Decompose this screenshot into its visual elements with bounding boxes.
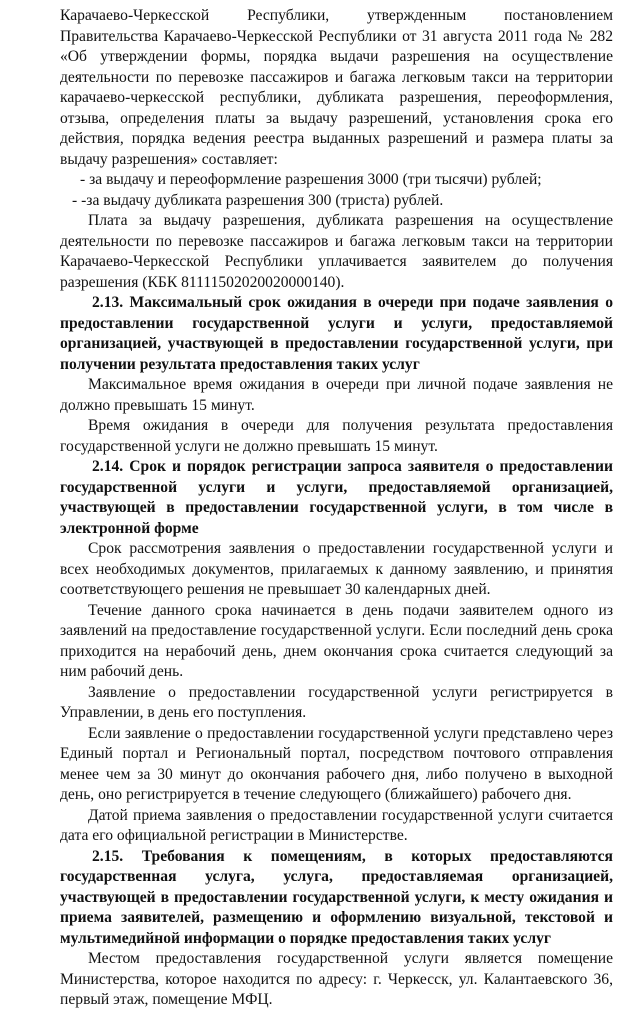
paragraph-fee-legal-basis: Карачаево-Черкесской Республики, утвержденным постановлением Правительства Карачаево-Черкесской Республики от 31 августа 2011 года № 282 «Об утверждении формы, порядка выдачи разрешения на осуществление деятельности по перевозке пассажиров и багажа легковым такси на территории карачаево-черкесской республики, дубликата разрешения, переоформления, отзыва, определения платы за выдачу разрешений, установления срока его действия, порядка ведения реестра выданных разрешений и размера платы за выдачу разрешения» составляет: [60, 7, 613, 168]
paragraph-fee-payment: Плата за выдачу разрешения, дубликата разрешения на осуществление деятельности по перевозке пассажиров и багажа легковым такси на территории Карачаево-Черкесской Республики уплачивается заявителем до получения разрешения (КБК 81111502020020000140). [60, 212, 613, 291]
list-item-fee-issue: - за выдачу и переоформление разрешения 3000 (три тысячи) рублей; [80, 171, 542, 188]
paragraph-acceptance-date: Датой приема заявления о предоставлении государственной услуги считается дата его официальной регистрации в Министерстве. [60, 806, 613, 844]
paragraph-term-start: Течение данного срока начинается в день подачи заявителем одного из заявлений на предоставление государственной услуги. Если последний день срока приходится на нерабочий день, днем окончания срока считается следующий за ним рабочий день. [60, 601, 613, 680]
paragraph-review-term: Срок рассмотрения заявления о предоставлении государственной услуги и всех необходимых документов, прилагаемых к данному заявлению, и принятия соответствующего решения не превышает 30 календарных дней. [60, 540, 613, 598]
document-page [60, 6, 613, 1011]
list-item-fee-duplicate: - -за выдачу дубликата разрешения 300 (триста) рублей. [72, 191, 444, 209]
section-heading-2-15: 2.15. Требования к помещениям, в которых предоставляются государственная услуга, услуга, предоставляемая организацией, участвующей в предоставлении государственной услуги, к месту ожидания и приема заявителей, размещению и оформлению визуальной, текстовой и мультимедийной информации о порядке предоставления таких услуг [60, 847, 613, 947]
paragraph-portal-registration: Если заявление о предоставлении государственной услуги представлено через Единый портал и Региональный портал, посредством почтового отправления менее чем за 30 минут до окончания рабочего дня, либо получено в выходной день, оно регистрируется в течение следующего (ближайшего) рабочего дня. [60, 724, 613, 803]
paragraph-service-location: Местом предоставления государственной услуги является помещение Министерства, которое находится по адресу: г. Черкесск, ул. Калантаевского 36, первый этаж, помещение МФЦ. [60, 950, 613, 1008]
paragraph-max-wait-result: Время ожидания в очереди для получения результата предоставления государственной услуги не должно превышать 15 минут. [60, 417, 613, 455]
section-heading-2-14: 2.14. Срок и порядок регистрации запроса заявителя о предоставлении государственной услуги и услуги, предоставляемой организацией, участвующей в предоставлении государственной услуги, в том числе в электронной форме [60, 458, 613, 537]
paragraph-max-wait-submit: Максимальное время ожидания в очереди при личной подаче заявления не должно превышать 15 минут. [60, 376, 613, 414]
paragraph-registration-day: Заявление о предоставлении государственной услуги регистрируется в Управлении, в день его поступления. [60, 683, 613, 721]
section-heading-2-13: 2.13. Максимальный срок ожидания в очереди при подаче заявления о предоставлении государственной услуги и услуги, предоставляемой организацией, участвующей в предоставлении государственной услуги, при получении результата предоставления таких услуг [60, 294, 613, 373]
